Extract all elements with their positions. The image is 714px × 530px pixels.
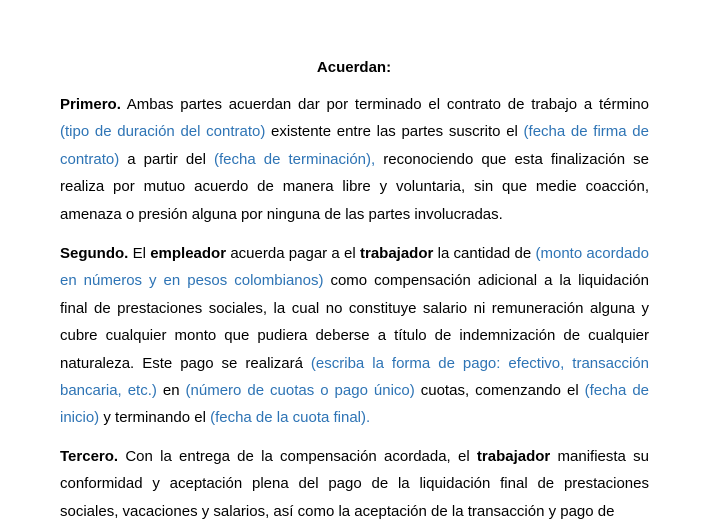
text-segment: manifiesta su conformidad y aceptación plena del pago de la liquidación final de prestaciones sociales, vacaciones y salarios, así como la aceptación de la transacción y pago de bbox=[60, 448, 649, 520]
text-segment: El bbox=[128, 245, 151, 262]
placeholder-start-date: (fecha de inicio) bbox=[60, 382, 649, 427]
text-segment: Ambas partes acuerdan dar por terminado el contrato de trabajo a término bbox=[120, 96, 649, 113]
text-segment: a partir del bbox=[119, 150, 214, 168]
clause-label: Primero. bbox=[60, 96, 121, 113]
text-segment: reconociendo que esta finalización se realiza por mutuo acuerdo de manera libre y voluntaria, sin que medie coacción, amenaza o presión alguna por ninguna de las partes involucradas. bbox=[60, 150, 649, 223]
placeholder-payment-method: (escriba la forma de pago: efectivo, transacción bancaria, etc.) bbox=[60, 354, 649, 400]
placeholder-contract-sign-date: (fecha de firma de contrato) bbox=[60, 123, 649, 168]
text-segment: como compensación adicional a la liquidación final de prestaciones sociales, la cual no constituye salario ni remuneración alguna y cubre cualquier monto que pudiera deberse a título de indemnización de cualquier naturaleza. Este pago se realizará bbox=[60, 272, 649, 372]
text-segment: la cantidad de bbox=[433, 245, 536, 262]
text-segment: en bbox=[156, 382, 186, 400]
text-segment: y terminando el bbox=[99, 409, 211, 427]
term-trabajador: trabajador bbox=[476, 448, 551, 465]
text-segment: Con la entrega de la compensación acordada, el bbox=[118, 448, 477, 465]
text-segment: acuerda pagar a el bbox=[226, 245, 360, 262]
placeholder-installments: (número de cuotas o pago único) bbox=[185, 382, 415, 400]
placeholder-termination-date: (fecha de terminación), bbox=[213, 150, 376, 168]
clause-label: Tercero. bbox=[60, 448, 119, 465]
placeholder-contract-duration-type: (tipo de duración del contrato) bbox=[60, 123, 266, 141]
text-segment: cuotas, comenzando el bbox=[414, 382, 585, 400]
paragraph-primero bbox=[60, 91, 649, 228]
clause-label: Segundo. bbox=[60, 245, 129, 262]
heading-acuerdan: Acuerdan: bbox=[316, 59, 392, 76]
term-empleador: empleador bbox=[150, 245, 227, 262]
paragraph-tercero bbox=[60, 443, 649, 525]
paragraph-segundo bbox=[60, 240, 649, 432]
text-segment: existente entre las partes suscrito el bbox=[265, 123, 524, 141]
placeholder-agreed-amount: (monto acordado en números y en pesos colombianos) bbox=[60, 245, 649, 290]
term-trabajador: trabajador bbox=[359, 245, 434, 262]
placeholder-final-installment-date: (fecha de la cuota final). bbox=[210, 409, 371, 427]
